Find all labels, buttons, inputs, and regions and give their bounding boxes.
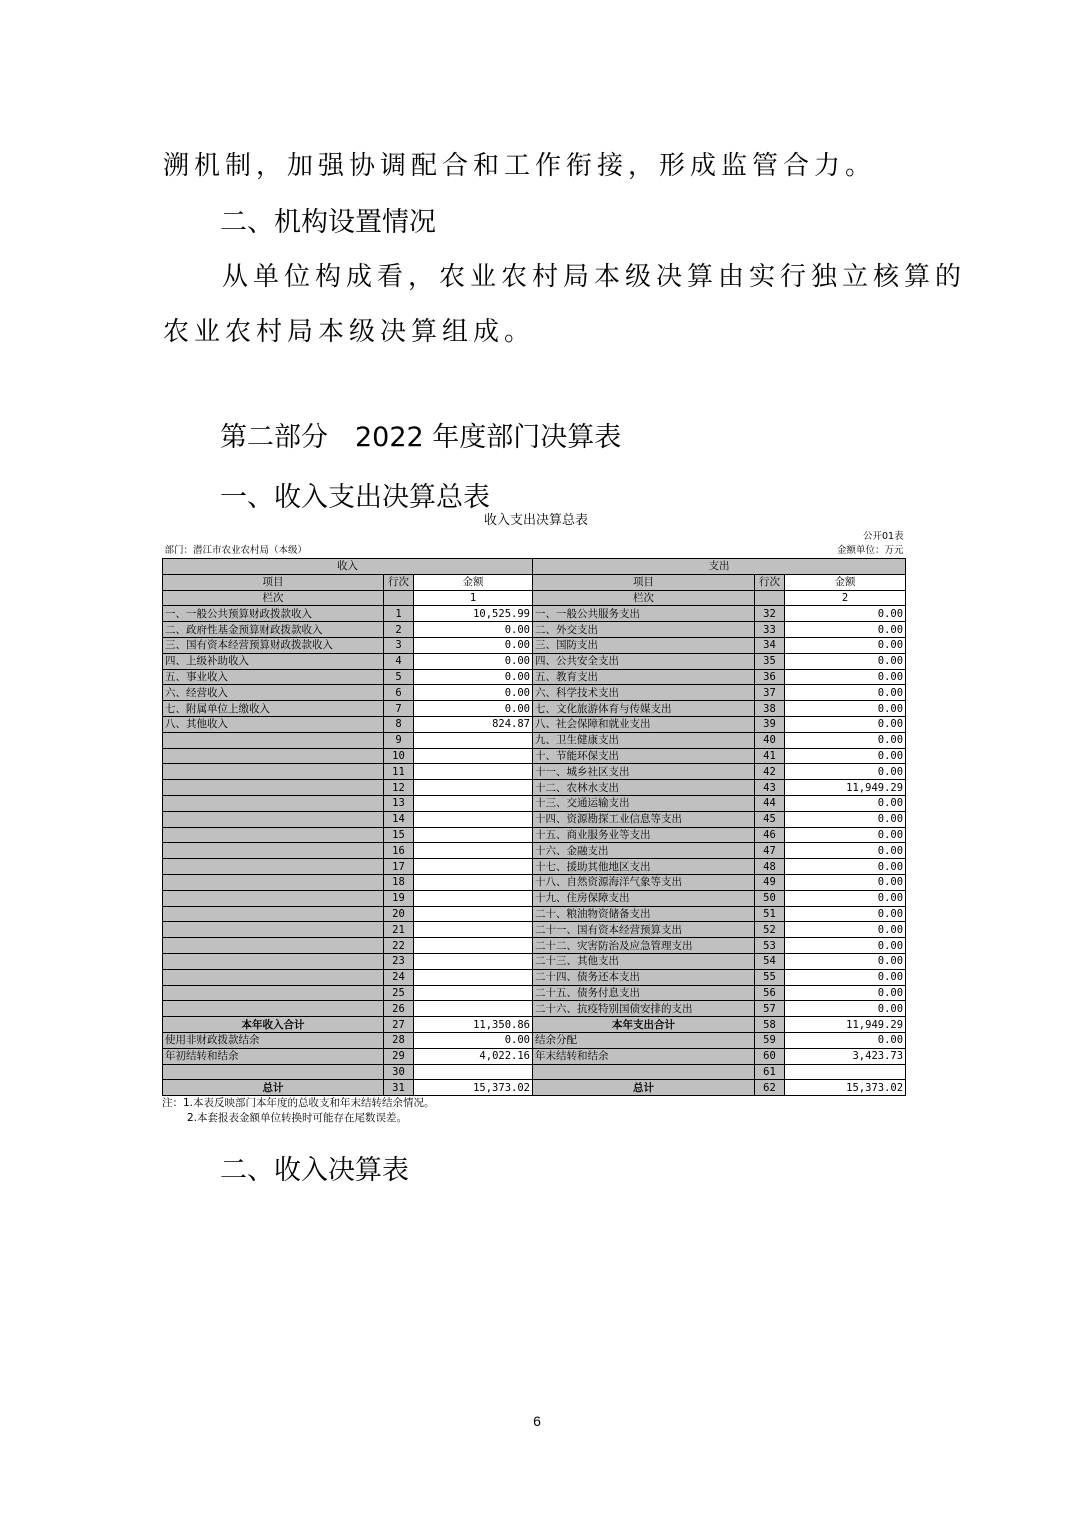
expense-amount-cell: 15,373.02	[785, 1080, 906, 1096]
income-item-cell: 一、一般公共预算财政拨款收入	[163, 606, 384, 622]
expense-item-cell: 二十一、国有资本经营预算支出	[533, 922, 755, 938]
expense-row-no-cell: 58	[755, 1017, 785, 1033]
form-number-row	[163, 530, 906, 544]
income-amount-cell	[414, 748, 533, 764]
income-row-no-cell: 21	[384, 922, 414, 938]
expense-row-no-cell: 54	[755, 953, 785, 969]
expense-row-no-cell: 50	[755, 890, 785, 906]
income-item-cell	[163, 732, 384, 748]
income-amount-cell: 10,525.99	[414, 606, 533, 622]
note-2: 2.本套报表金额单位转换时可能存在尾数误差。	[187, 1112, 408, 1125]
income-row-no-cell: 24	[384, 969, 414, 985]
summary-table-block	[162, 512, 910, 1126]
expense-amount-cell: 0.00	[785, 827, 906, 843]
expense-row-no-cell: 45	[755, 811, 785, 827]
income-item-cell	[163, 843, 384, 859]
expense-row-no-cell: 56	[755, 985, 785, 1001]
table-row	[163, 1001, 906, 1017]
income-row-no-cell: 18	[384, 874, 414, 890]
income-row-no-cell: 29	[384, 1048, 414, 1064]
table-row	[163, 938, 906, 954]
table-row	[163, 1032, 906, 1048]
body-paragraph-1: 溯机制，加强协调配合和工作衔接，形成监管合力。	[163, 151, 877, 181]
expense-row-no-cell: 36	[755, 669, 785, 685]
income-item-cell: 八、其他收入	[163, 716, 384, 732]
table-row	[163, 953, 906, 969]
table-row	[163, 732, 906, 748]
section-heading-income: 二、收入决算表	[220, 1155, 409, 1186]
expense-row-no-cell: 59	[755, 1032, 785, 1048]
table-row	[163, 922, 906, 938]
expense-amount-cell: 0.00	[785, 1032, 906, 1048]
income-row-no-cell: 15	[384, 827, 414, 843]
income-item-cell: 四、上级补助收入	[163, 653, 384, 669]
expense-item-cell: 二十三、其他支出	[533, 953, 755, 969]
income-col-number: 1	[414, 590, 533, 606]
expense-amount-cell: 0.00	[785, 985, 906, 1001]
expense-amount-cell: 0.00	[785, 969, 906, 985]
expense-amount-cell: 0.00	[785, 1001, 906, 1017]
table-row	[163, 606, 906, 622]
expense-amount-cell: 11,949.29	[785, 1017, 906, 1033]
expense-item-cell: 二十二、灾害防治及应急管理支出	[533, 938, 755, 954]
expense-amount-cell: 0.00	[785, 732, 906, 748]
income-item-cell	[163, 859, 384, 875]
expense-row-no-cell: 47	[755, 843, 785, 859]
expense-amount-cell: 11,949.29	[785, 780, 906, 796]
expense-item-cell: 六、科学技术支出	[533, 685, 755, 701]
expense-amount-cell: 0.00	[785, 906, 906, 922]
income-row-no-cell: 17	[384, 859, 414, 875]
income-row-no-cell: 27	[384, 1017, 414, 1033]
income-item-cell	[163, 795, 384, 811]
income-row-no-cell: 16	[384, 843, 414, 859]
income-item-cell: 五、事业收入	[163, 669, 384, 685]
expense-item-cell: 二、外交支出	[533, 622, 755, 638]
expense-row-no-cell: 35	[755, 653, 785, 669]
dept-unit-row	[163, 544, 906, 559]
income-amount-cell: 0.00	[414, 685, 533, 701]
income-amount-cell	[414, 953, 533, 969]
income-row-no-cell: 4	[384, 653, 414, 669]
expense-item-cell: 十、节能环保支出	[533, 748, 755, 764]
income-amount-cell	[414, 1064, 533, 1080]
income-row-no-cell: 31	[384, 1080, 414, 1096]
table-row	[163, 622, 906, 638]
table-row	[163, 890, 906, 906]
income-amount-cell: 0.00	[414, 653, 533, 669]
expense-amount-cell: 0.00	[785, 637, 906, 653]
income-amount-cell: 824.87	[414, 716, 533, 732]
table-row	[163, 685, 906, 701]
expense-amount-cell: 0.00	[785, 716, 906, 732]
expense-row-no-cell: 43	[755, 780, 785, 796]
expense-amount-cell: 0.00	[785, 764, 906, 780]
note-1: 注：1.本表反映部门本年度的总收支和年末结转结余情况。	[162, 1097, 435, 1110]
income-item-cell	[163, 906, 384, 922]
expense-amount-cell: 0.00	[785, 874, 906, 890]
income-item-cell: 本年收入合计	[163, 1017, 384, 1033]
expense-item-cell: 二十五、债务付息支出	[533, 985, 755, 1001]
income-item-cell	[163, 764, 384, 780]
income-item-cell	[163, 985, 384, 1001]
income-amount-cell: 0.00	[414, 1032, 533, 1048]
table-row	[163, 1064, 906, 1080]
income-amount-cell: 4,022.16	[414, 1048, 533, 1064]
expense-item-cell: 二十六、抗疫特别国债安排的支出	[533, 1001, 755, 1017]
table-notes	[162, 1096, 910, 1126]
income-item-cell	[163, 827, 384, 843]
income-item-cell	[163, 811, 384, 827]
table-row	[163, 795, 906, 811]
expense-row-no-cell: 32	[755, 606, 785, 622]
expense-item-header: 项目	[533, 574, 755, 590]
expense-col-number: 2	[785, 590, 906, 606]
expense-item-cell: 三、国防支出	[533, 637, 755, 653]
expense-row-no-cell: 37	[755, 685, 785, 701]
expense-amount-cell: 0.00	[785, 859, 906, 875]
column-header-row	[163, 574, 906, 590]
table-row	[163, 637, 906, 653]
expense-item-cell: 十七、援助其他地区支出	[533, 859, 755, 875]
income-row-no-cell: 12	[384, 780, 414, 796]
income-item-cell	[163, 969, 384, 985]
income-amount-cell	[414, 1001, 533, 1017]
income-row-no-cell: 9	[384, 732, 414, 748]
income-expense-table	[162, 530, 906, 1096]
income-amount-cell	[414, 811, 533, 827]
table-row	[163, 748, 906, 764]
expense-row-no-cell: 62	[755, 1080, 785, 1096]
income-row-no-cell: 26	[384, 1001, 414, 1017]
income-row-header: 行次	[384, 574, 414, 590]
expense-item-cell: 十四、资源勘探工业信息等支出	[533, 811, 755, 827]
body-paragraph-3: 农业农村局本级决算组成。	[163, 317, 536, 347]
expense-amount-cell: 0.00	[785, 922, 906, 938]
expense-item-cell: 五、教育支出	[533, 669, 755, 685]
income-item-cell	[163, 780, 384, 796]
expense-item-cell: 二十、粮油物资储备支出	[533, 906, 755, 922]
expense-amount-cell: 0.00	[785, 669, 906, 685]
income-row-no-cell: 11	[384, 764, 414, 780]
expense-amount-cell: 0.00	[785, 701, 906, 717]
expense-item-cell	[533, 1064, 755, 1080]
department-label: 部门：潜江市农业农村局（本级）	[164, 545, 308, 556]
expense-item-cell: 总计	[533, 1080, 755, 1096]
income-amount-cell	[414, 922, 533, 938]
expense-amount-cell: 0.00	[785, 795, 906, 811]
table-row	[163, 701, 906, 717]
expense-item-cell: 四、公共安全支出	[533, 653, 755, 669]
year-total-row	[163, 1017, 906, 1033]
income-amount-cell	[414, 874, 533, 890]
table-row	[163, 780, 906, 796]
expense-amount-cell: 0.00	[785, 653, 906, 669]
income-row-no-cell: 25	[384, 985, 414, 1001]
expense-amount-cell: 0.00	[785, 953, 906, 969]
body-paragraph-2: 从单位构成看，农业农村局本级决算由实行独立核算的	[222, 262, 967, 292]
income-item-cell: 六、经营收入	[163, 685, 384, 701]
table-row	[163, 653, 906, 669]
expense-row-no-cell: 60	[755, 1048, 785, 1064]
table-row	[163, 874, 906, 890]
income-header: 收入	[163, 559, 533, 575]
expense-item-cell: 十五、商业服务业等支出	[533, 827, 755, 843]
expense-amount-cell: 0.00	[785, 843, 906, 859]
expense-amount-cell: 0.00	[785, 748, 906, 764]
expense-row-no-cell: 51	[755, 906, 785, 922]
income-amount-cell	[414, 859, 533, 875]
expense-item-cell: 一、一般公共服务支出	[533, 606, 755, 622]
income-amount-cell	[414, 906, 533, 922]
form-number: 公开01表	[862, 531, 904, 542]
income-item-cell: 二、政府性基金预算财政拨款收入	[163, 622, 384, 638]
income-amount-cell	[414, 843, 533, 859]
income-item-cell	[163, 953, 384, 969]
section-heading-org: 二、机构设置情况	[220, 207, 436, 238]
income-row-no-cell: 7	[384, 701, 414, 717]
expense-row-no-cell: 44	[755, 795, 785, 811]
expense-item-cell: 九、卫生健康支出	[533, 732, 755, 748]
income-amount-cell: 15,373.02	[414, 1080, 533, 1096]
table-row	[163, 985, 906, 1001]
income-amount-cell: 0.00	[414, 669, 533, 685]
expense-row-no-cell: 53	[755, 938, 785, 954]
income-item-cell	[163, 922, 384, 938]
income-amount-cell	[414, 938, 533, 954]
expense-lanci-label: 栏次	[533, 590, 755, 606]
income-amount-cell	[414, 795, 533, 811]
income-amount-cell	[414, 969, 533, 985]
expense-item-cell: 二十四、债务还本支出	[533, 969, 755, 985]
income-amount-cell	[414, 985, 533, 1001]
expense-item-cell: 本年支出合计	[533, 1017, 755, 1033]
expense-amount-cell: 0.00	[785, 890, 906, 906]
expense-row-no-cell: 57	[755, 1001, 785, 1017]
expense-row-no-cell: 33	[755, 622, 785, 638]
part-heading: 第二部分 2022 年度部门决算表	[220, 422, 622, 453]
income-row-no-cell: 1	[384, 606, 414, 622]
expense-item-cell: 十九、住房保障支出	[533, 890, 755, 906]
income-amount-cell: 0.00	[414, 637, 533, 653]
income-item-cell: 七、附属单位上缴收入	[163, 701, 384, 717]
expense-item-cell: 十六、金融支出	[533, 843, 755, 859]
page-number: 6	[533, 1413, 541, 1429]
income-item-cell: 总计	[163, 1080, 384, 1096]
income-lanci-label: 栏次	[163, 590, 384, 606]
table-title: 收入支出决算总表	[483, 513, 588, 528]
expense-amount-cell: 0.00	[785, 622, 906, 638]
expense-row-no-cell: 49	[755, 874, 785, 890]
expense-amount-cell: 3,423.73	[785, 1048, 906, 1064]
expense-row-no-cell: 52	[755, 922, 785, 938]
table-row	[163, 906, 906, 922]
income-row-no-cell: 10	[384, 748, 414, 764]
income-row-no-cell: 14	[384, 811, 414, 827]
income-row-no-cell: 28	[384, 1032, 414, 1048]
expense-item-cell: 十二、农林水支出	[533, 780, 755, 796]
table-row	[163, 716, 906, 732]
income-row-no-cell: 2	[384, 622, 414, 638]
income-item-cell	[163, 748, 384, 764]
table-row	[163, 811, 906, 827]
expense-row-no-cell: 34	[755, 637, 785, 653]
income-item-cell	[163, 1064, 384, 1080]
table-row	[163, 764, 906, 780]
expense-item-cell: 十八、自然资源海洋气象等支出	[533, 874, 755, 890]
table-row	[163, 859, 906, 875]
income-amount-cell	[414, 827, 533, 843]
expense-row-no-cell: 41	[755, 748, 785, 764]
income-item-cell	[163, 874, 384, 890]
income-row-no-cell: 6	[384, 685, 414, 701]
income-row-no-cell: 8	[384, 716, 414, 732]
table-row	[163, 843, 906, 859]
expense-row-no-cell: 40	[755, 732, 785, 748]
income-row-no-cell: 23	[384, 953, 414, 969]
expense-item-cell: 年末结转和结余	[533, 1048, 755, 1064]
income-item-cell: 使用非财政拨款结余	[163, 1032, 384, 1048]
income-amount-cell	[414, 764, 533, 780]
income-lanci-blank	[384, 590, 414, 606]
expense-row-no-cell: 48	[755, 859, 785, 875]
income-amount-cell: 11,350.86	[414, 1017, 533, 1033]
expense-item-cell: 十一、城乡社区支出	[533, 764, 755, 780]
expense-row-no-cell: 46	[755, 827, 785, 843]
expense-lanci-blank	[755, 590, 785, 606]
expense-item-cell: 八、社会保障和就业支出	[533, 716, 755, 732]
expense-amount-header: 金额	[785, 574, 906, 590]
section-header-row	[163, 559, 906, 575]
column-number-row	[163, 590, 906, 606]
income-item-cell	[163, 1001, 384, 1017]
income-amount-cell	[414, 732, 533, 748]
expense-row-no-cell: 61	[755, 1064, 785, 1080]
income-row-no-cell: 13	[384, 795, 414, 811]
income-row-no-cell: 20	[384, 906, 414, 922]
expense-row-no-cell: 55	[755, 969, 785, 985]
income-row-no-cell: 5	[384, 669, 414, 685]
expense-item-cell: 七、文化旅游体育与传媒支出	[533, 701, 755, 717]
expense-row-no-cell: 38	[755, 701, 785, 717]
income-amount-cell	[414, 890, 533, 906]
table-row	[163, 969, 906, 985]
expense-row-no-cell: 39	[755, 716, 785, 732]
expense-amount-cell: 0.00	[785, 685, 906, 701]
grand-total-row	[163, 1080, 906, 1096]
expense-row-no-cell: 42	[755, 764, 785, 780]
unit-label: 金额单位：万元	[837, 545, 904, 556]
expense-row-header: 行次	[755, 574, 785, 590]
expense-item-cell: 十三、交通运输支出	[533, 795, 755, 811]
income-row-no-cell: 22	[384, 938, 414, 954]
income-row-no-cell: 3	[384, 637, 414, 653]
income-row-no-cell: 30	[384, 1064, 414, 1080]
income-item-cell: 年初结转和结余	[163, 1048, 384, 1064]
income-amount-header: 金额	[414, 574, 533, 590]
income-amount-cell: 0.00	[414, 701, 533, 717]
table-row	[163, 827, 906, 843]
income-item-cell	[163, 890, 384, 906]
expense-amount-cell: 0.00	[785, 938, 906, 954]
expense-item-cell: 结余分配	[533, 1032, 755, 1048]
table-row	[163, 669, 906, 685]
income-row-no-cell: 19	[384, 890, 414, 906]
income-amount-cell	[414, 780, 533, 796]
income-item-cell	[163, 938, 384, 954]
income-amount-cell: 0.00	[414, 622, 533, 638]
expense-amount-cell: 0.00	[785, 811, 906, 827]
section-heading-summary: 一、收入支出决算总表	[220, 482, 490, 513]
income-item-cell: 三、国有资本经营预算财政拨款收入	[163, 637, 384, 653]
expense-header: 支出	[533, 559, 906, 575]
expense-amount-cell: 0.00	[785, 606, 906, 622]
expense-amount-cell	[785, 1064, 906, 1080]
table-row	[163, 1048, 906, 1064]
income-item-header: 项目	[163, 574, 384, 590]
